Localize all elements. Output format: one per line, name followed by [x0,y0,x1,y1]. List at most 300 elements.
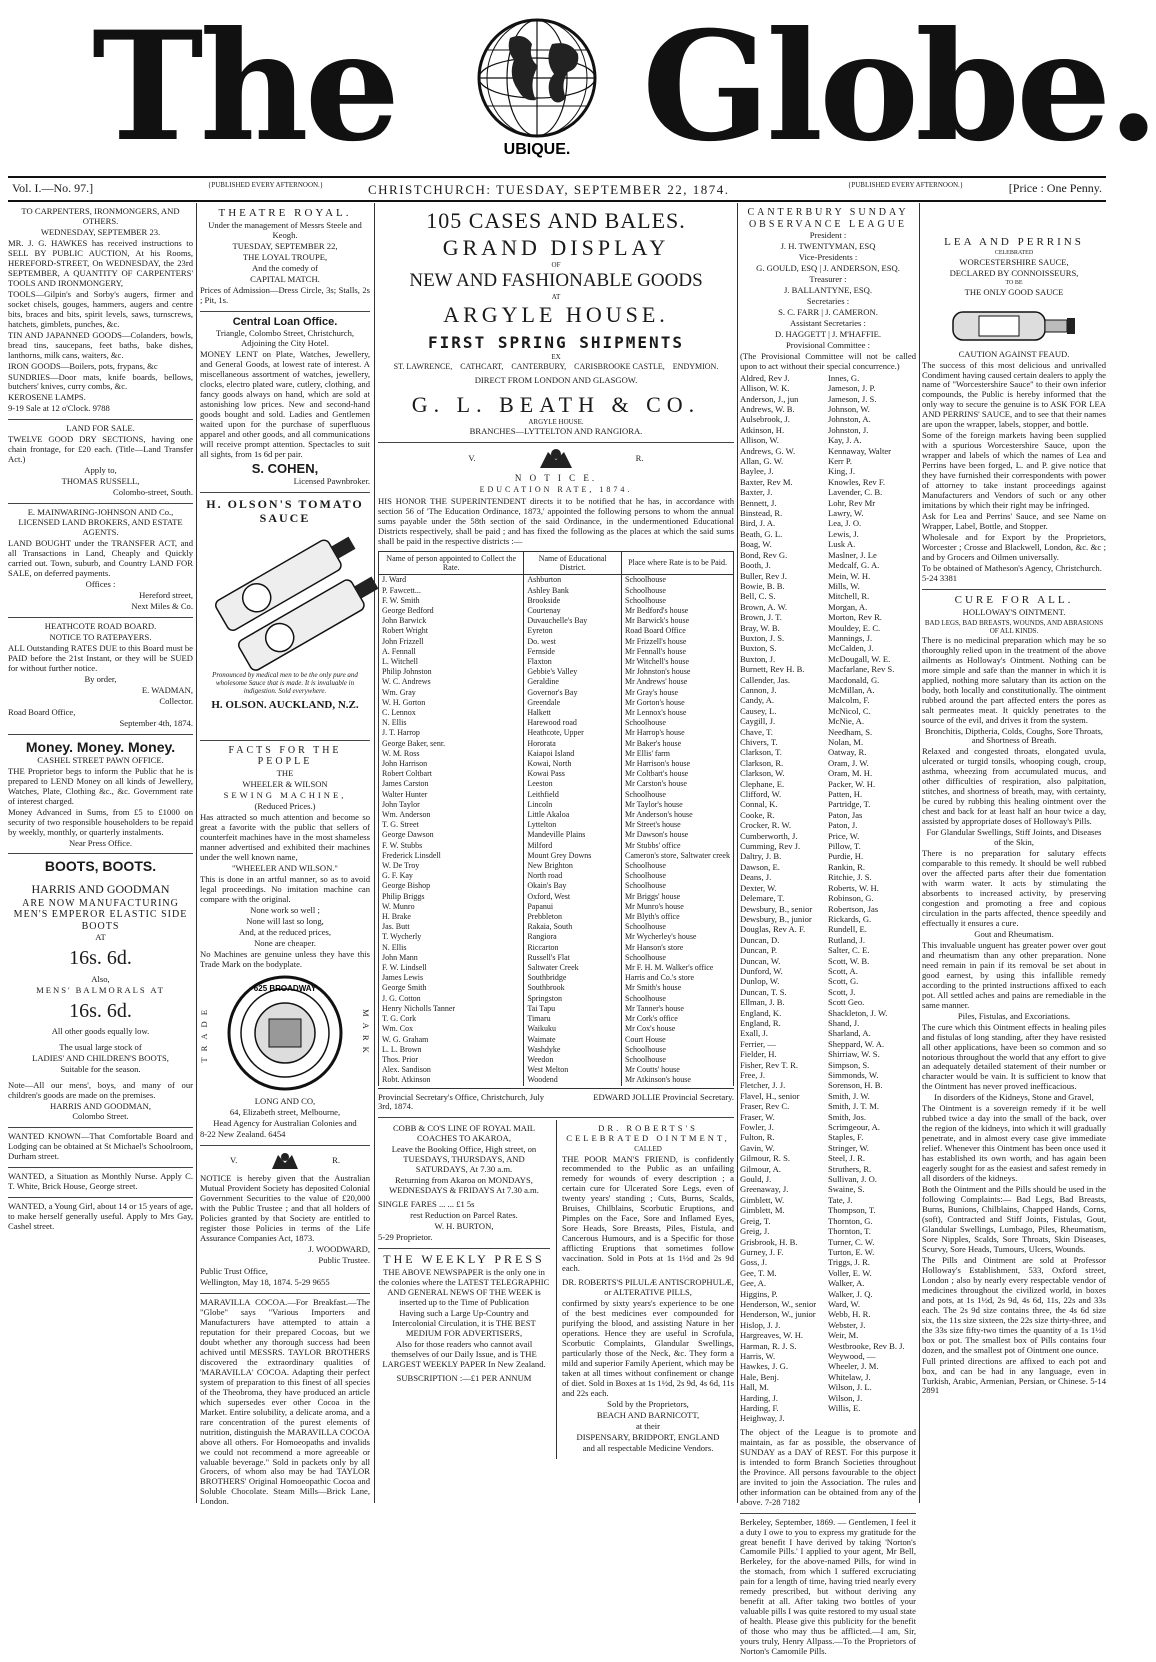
committee-member: Sharland, A. [828,1028,871,1039]
beath-name: G. L. BEATH & CO. [411,391,701,417]
trade-agent: LONG AND CO, [254,1096,316,1107]
committee-member: McCalden, J. [828,643,874,654]
argyle-house: ARGYLE HOUSE. [443,302,669,328]
committee-member: Paton, Jas [828,809,863,820]
table-cell: Fernside [524,647,622,657]
boots-ad [8,854,193,1128]
holloway-body-3: There is no preparation for salutary effects comparable to this remedy. It should be well rubbed over the affected parts after their due fomentation with warm water. It acts by stimulating the absorbents to increased activity, by preserving congestion and promoting a free and copious circulation in the parts affected, thence speedily and effectually it ensures a cure. [922,848,1106,928]
table-cell: Jas. Butt [379,922,524,932]
table-cell: Woodend [524,1075,622,1085]
committee-member: Roberts, W. H. [828,882,879,893]
theatre-date: TUESDAY, SEPTEMBER 22, [232,240,338,251]
committee-member: Fulton, R. [740,1132,775,1143]
table-row [379,575,734,586]
money-near: Near Press Office. [68,837,133,848]
table-cell: F. W. Stubbs [379,841,524,851]
lea-body: The success of this most delicious and unrivalled Condiment having caused certain dealers to apply the name of "Worcestershire Sauce" to their own inferior compounds, the Public is hereby informed that the only way to secure the genuine is to ASK FOR LEA AND PERRINS' SAUCE, and to see that their names are upon the wrapper, labels, stopper, and bottle. [922,359,1106,430]
table-cell: John Frizzell [379,637,524,647]
committee-member: Swaine, S. [828,1184,865,1195]
column-2 [199,203,371,1507]
vp-label: Vice-Presidents : [798,252,858,263]
committee-member: Dawson, E. [740,861,780,872]
sauce-bottles-icon [200,527,368,667]
table-cell: Frederick Linsdell [379,851,524,861]
camomile-body: Berkeley, September, 1869. — Gentlemen, I feel it a duty I owe to you to express my gratitude for the great benefit I have derived by taking 'Norton's Camomile Pills.' I applied to your agent, Mr Bell, Berkeley, for the above-named Pills, for wind in the stomach, from which I suffered excruciating pain for a length of time, having tried nearly every remedy prescribed, but without deriving any benefit at all. After taking two bottles of your valuable pills I was quite restored to my usual state of health. Please give this publicity for the benefit of those who may thus be afflicted.—I am, Sir, yours truly, Henry Allpass.—To the Proprietors of Norton's Camomile Pills. [740,1516,916,1657]
boots-suitable: Suitable for the season. [60,1063,141,1074]
boots-at: AT [95,932,106,943]
cases-heading: 105 CASES AND BALES. [426,208,686,233]
table-cell: L. Witchell [379,657,524,667]
roberts-firm: BEACH AND BARNICOTT, [596,1409,700,1420]
table-cell: Mr Lennox's house [622,708,734,718]
table-cell: Flaxton [524,657,622,667]
committee-member: Fowler, J. [740,1122,774,1133]
argyle-house-ad [378,203,734,443]
roberts-pills: DR. ROBERTS'S PILULÆ ANTISCROPHULÆ, or ALTERATIVE PILLS, [562,1277,734,1298]
notice-sign: J. WOODWARD, [308,1244,370,1255]
table-cell: Southbridge [524,973,622,983]
assistant-names: D. HAGGETT | J. M'HAFFIE. [775,328,881,339]
boots-stock: The usual large stock of [59,1041,142,1052]
direct-from: DIRECT FROM LONDON AND GLASGOW. [474,374,638,385]
committee-member: Partridge, T. [828,799,871,810]
committee-member: Callender, Jas. [740,674,791,685]
committee-member: Dexter, W. [740,882,777,893]
committee-member: Jameson, J. P. [828,383,876,394]
committee-member: Johnson, W. [828,404,870,414]
committee-member: Lewis, J. [828,528,859,539]
theatre-ad [200,203,370,312]
sauce-bottom: H. OLSON. AUCKLAND, N.Z. [211,699,359,711]
column-5 [922,203,1106,1503]
committee-member: Walker, J. Q. [828,1288,873,1299]
facts-reduced: (Reduced Prices.) [254,800,316,811]
table-cell: John Mann [379,953,524,963]
published-note-left: {PUBLISHED EVERY AFTERNOON.} [208,181,324,189]
committee-member: England, K. [740,1007,782,1018]
committee-member: England, R. [740,1017,781,1028]
committee-member: Clarkson, R. [740,757,784,768]
committee-member: Bond, Rev G. [740,549,788,560]
press-body-3: Also for those readers who cannot avail themselves of our Daily Issue, and is THE LARGEST WEEKLY PAPER In New Zealand. [382,1338,546,1369]
holloway-body-4: This invaluable unguent has greater power over gout and rheumatism than any other preparation. None need remain in pain if its removal be set about in good earnest, by using this infallible remedy according to the printed instructions affixed to each pot. All settled aches and pains are remediable in the same manner. [922,939,1106,1010]
secretaries-label: Secretaries : [806,296,850,306]
table-cell: Governor's Bay [524,688,622,698]
committee-member: Dewsbury, B., senior [740,903,813,914]
brokers-heading: E. MAINWARING-JOHNSON AND Co., LICENSED LAND BROKERS, AND ESTATE AGENTS. [18,507,183,538]
facts-poem: None will last so long, [246,915,324,926]
table-row [379,647,734,657]
table-cell: John Harrison [379,759,524,769]
column-rule [919,203,920,1503]
boots-sign: HARRIS AND GOODMAN, [50,1100,151,1111]
table-row [379,830,734,840]
table-cell: J. T. Harrop [379,728,524,738]
holloway-body-9: Full printed directions are affixed to each pot and box, and can be had in any language, even in Turkish, Arabic, Armenian, Persian, or Chinese. 5-14 2891 [922,1355,1106,1396]
committee-member: Smith, J. W. [828,1090,870,1101]
table-cell: Schoolhouse [622,586,734,596]
table-cell: Mr Wycherley's house [622,932,734,942]
committee-member: Kerr P. [828,456,852,467]
committee-member: Burnett, Rev H. B. [740,664,805,675]
loan-sign: S. COHEN, [251,460,319,476]
table-row [379,922,734,932]
brokers-address: Next Miles & Co. [131,600,193,611]
committee-member: Hargreaves, W. H. [740,1330,804,1341]
table-cell: T. G. Street [379,820,524,830]
committee-member: Ferrier, — [740,1038,776,1049]
committee-member: Oram, M. H. [828,768,873,779]
table-row [379,759,734,769]
price: [Price : One Penny. [1008,181,1102,195]
camomile-pills-ad [740,1514,916,1662]
committee-member: Turner, C. W. [828,1236,875,1247]
amp-notice-ad [200,1146,370,1294]
table-cell: Schoolhouse [622,871,734,881]
committee-member: Triggs, J. R. [828,1257,870,1268]
auction-tin: TIN AND JAPANNED GOODS—Colanders, bowls, bread tins, saucepans, feet baths, bake dishes, lanthorns, milk cans, waiters, &c. [8,329,193,360]
committee-member: Gurney, J. F. [740,1246,784,1257]
committee-member: Purdie, H. [828,851,864,862]
committee-member: Clarkson, W. [740,768,785,779]
trade-address: 64, Elizabeth street, Melbourne, [229,1107,341,1118]
boots-ladies: LADIES' AND CHILDREN'S BOOTS, [32,1052,169,1063]
table-cell: F. W. Lindsell [379,963,524,973]
table-cell: Harris and Co.'s store [622,973,734,983]
table-cell: Robert Wright [379,626,524,636]
auction-kerosene: KEROSENE LAMPS. [8,392,86,403]
press-subscription: SUBSCRIPTION :—£1 PER ANNUM [396,1372,532,1383]
table-cell: Duvauchelle's Bay [524,616,622,626]
committee-member: Sullivan, J. O. [828,1174,877,1185]
committee-member: McNicol, C. [828,705,871,716]
table-row [379,1065,734,1075]
holloway-body-6: The Ointment is a sovereign remedy if it be well rubbed twice a day into the small of the back, over the region of the kidneys, into which it will gradually penetrate, and in almost every case give immediate relief. Whenever this Ointment has been once used it has established its own worth, and has again been eagerly sought for as the easiest and safest remedy in all disorders of the kidneys. [922,1103,1106,1184]
auction-iron: IRON GOODS—Boilers, pots, frypans, &c [8,360,158,371]
table-cell: P. Fawcett... [379,586,524,596]
roberts-body: THE POOR MAN'S FRIEND, is confidently recommended to the Public as an unfailing remedy for wounds of every description ; a certain cure for Ulcerated Sore Legs, even of twenty years' standing ; Cuts, Burns, Scalds, Bruises, Chilblains, Scorbutic Eruptions, and Pimples on the Face, Sore and Inflamed Eyes, Sore Heads, Sore Breasts, Piles, Fistula, and Cancerous Humours, and is a Specific for those afflicting Eruptions that sometimes follow vaccination. Sold in Pots at 1s 1½d and 2s 9d each. [562,1153,734,1274]
table-row [379,708,734,718]
road-board-ad [8,618,193,735]
committee-member: Lawry, W. [828,508,864,519]
table-cell: Courtenay [524,606,622,616]
table-row [379,596,734,606]
wanted-ad [8,1168,193,1198]
facts-poem: None work so well ; [250,904,320,915]
table-cell: W. De Troy [379,861,524,871]
board-title: Collector. [159,695,193,706]
pawn-office-ad [8,735,193,855]
treasurer-name: J. BALLANTYNE, ESQ. [783,285,873,296]
holloway-piles: Piles, Fistulas, and Excoriations. [957,1010,1071,1021]
money-heading: Money. Money. Money. [25,738,176,755]
education-rate-heading: EDUCATION RATE, 1874. [479,484,633,494]
table-row [379,810,734,820]
holloway-body: There is no medicinal preparation which may be so thoroughly relied upon in the treatment of the above ailments as Holloway's Ointment. Nothing can be more simple and safe than the manner in which it is applied, nothing more salutary than its action on the body, both locally and constitutionally. The ointment rubbed around the part affected enters the pores as salt permeates meat. It quickly penetrates to the source of the evil, and drives it from the system. [922,634,1106,725]
at-label: AT [551,293,561,302]
committee-member: Macdonald, G. [828,674,880,685]
committee-member: Thompson, T. [828,1205,876,1216]
committee-member: Mannings, J. [828,632,873,643]
lea-declared: DECLARED BY CONNOISSEURS, [949,267,1079,278]
press-body: THE ABOVE NEWSPAPER is the only one in the colonies where the LATEST TELEGRAPHIC AND GENERAL NEWS OF THE WEEK is inserted up to the Time of Publication [378,1267,550,1307]
committee-member: Steel, J. R. [828,1153,866,1164]
table-row [379,1014,734,1024]
money-subheading: CASHEL STREET PAWN OFFICE. [37,754,164,765]
trade-label: TRADE [199,1004,209,1063]
table-row [379,739,734,749]
published-note-right: {PUBLISHED EVERY AFTERNOON.} [848,181,964,189]
committee-member: Hale, Benj. [740,1371,779,1382]
brokers-offices: Offices : [85,578,116,589]
committee-member: Gavin, W. [740,1142,775,1153]
table-cell: Ashley Bank [524,586,622,596]
committee-member: Price, W. [828,830,860,841]
board-date: September 4th, 1874. [119,717,193,728]
sauce-heading: H. OLSON'S TOMATO SAUCE [206,496,364,525]
table-cell: Papanui [524,902,622,912]
table-cell: Do. west [524,637,622,647]
committee-member: Fletcher, J. J. [740,1080,786,1091]
masthead-title-right: Globe. [642,0,1156,175]
holloway-sub: BAD LEGS, BAD BREASTS, WOUNDS, AND ABRASIONS OF ALL KINDS. [924,618,1104,635]
committee-member: Candy, A. [740,695,775,706]
committee-member: Westbrooke, Rev B. J. [828,1340,905,1351]
cobb-fares: SINGLE FARES ... ... £1 5s [378,1199,475,1210]
committee-member: Hall, M. [740,1382,769,1393]
roberts-vendors: and all respectable Medicine Vendors. [582,1442,714,1453]
table-row [379,851,734,861]
auction-body: MR. J. G. HAWKES has received instructions to SELL BY PUBLIC AUCTION, At his Rooms, HEREFORD-STREET, On WEDNESDAY, the 23rd SEPTEMBER, A QUANTITY OF CARPENTERS' TOOLS AND IRONMONGERY, [8,237,193,288]
committee-member: Booth, J. [740,560,771,571]
committee-member: Causey, L. [740,705,777,716]
committee-member: Morgan, A. [828,601,868,612]
committee-member: Malcolm, F. [828,695,870,706]
table-header: Place where Rate is to be Paid. [622,551,734,575]
table-cell: Prebbleton [524,912,622,922]
cobb-title: 5-29 Proprietor. [378,1232,433,1243]
table-cell: Mr Munro's house [622,902,734,912]
assistant-label: Assistant Secretaries : [790,317,866,328]
table-cell: Halkett [524,708,622,718]
committee-member: Higgins, P. [740,1288,778,1299]
committee-member: Willis, E. [828,1403,861,1413]
boots-price-2: 16s. 6d. [69,999,132,1022]
table-row [379,626,734,636]
committee-member: Greenaway, J. [740,1184,789,1195]
committee-member: Gimblett, M. [740,1205,785,1216]
table-cell: Schoolhouse [622,1055,734,1065]
lea-sauce: WORCESTERSHIRE SAUCE, [959,256,1069,267]
table-cell: N. Ellis [379,718,524,728]
table-cell: George Bishop [379,881,524,891]
committee-note: (The Provisional Committee will not be called upon to act without their special concurrence.) [740,350,916,371]
committee-member: Nolan, M. [828,737,864,747]
new-goods: NEW AND FASHIONABLE GOODS [409,270,703,292]
table-row [379,963,734,973]
sunday-league-ad [740,203,916,1514]
table-cell: Schoolhouse [622,953,734,963]
column-1 [8,203,193,1503]
table-cell: G. F. Kay [379,871,524,881]
committee-member: Shirriaw, W. S. [828,1049,880,1060]
cobb-body: Leave the Booking Office, High street, on TUESDAYS, THURSDAYS, AND SATURDAYS, At 7.30 a.m. [391,1144,537,1175]
grand-display: GRAND DISPLAY [442,234,670,260]
committee-member: Cannon, J. [740,684,777,695]
table-cell: F. W. Smith [379,596,524,606]
committee-member: Knowles, Rev F. [828,476,886,487]
table-cell: Wm. Anderson [379,810,524,820]
boots-also: Also, [91,973,110,984]
facts-poem: And, at the reduced prices, [238,926,332,937]
committee-member: Johnston, A. [828,414,871,425]
wanted-text: WANTED, a Young Girl, about 14 or 15 years of age, to make herself generally useful. Apply to Mrs Gay, Cashel street. [8,1201,193,1232]
table-row [379,586,734,596]
auction-tools: TOOLS—Gilpin's and Sorby's augers, firmer and socket chisels, gouges, hammers, augers and centre bits, braces and bits, spirit levels, saws, turnscrews, hatchets, gimblets, punches, &c. [8,288,193,329]
committee-member: Mouldey, E. C. [828,622,881,633]
cobb-return: Returning from Akaroa on MONDAYS, WEDNESDAYS & FRIDAYS At 7.30 a.m. [389,1175,539,1196]
table-cell: A. Fennall [379,647,524,657]
committee-member: Gould, J. [740,1174,772,1185]
committee-member: Wilson, J. L. [828,1382,872,1393]
vr-right: R. [332,1155,340,1166]
of-label: OF [551,261,561,270]
globe-motto: UBIQUE. [503,141,571,158]
table-cell: Eyreton [524,626,622,636]
holloway-body-8: The Pills and Ointment are sold at Professor Holloway's Establishment, 533, Oxford street, London ; also by nearly every respectable vendor of medicines throughout the civilized world, in boxes and pots, at 1s 1½d, 2s 9d, 4s 6d, 11s, 22s and 33s each. The 2s 9d size contains three, the 4s 6d size six, the 11s size sixteen, the 22s size thirty-three, and the 33s size fifty-two times the quantity of a 1s 1½d box or pot. The smallest box of Pills contains four dozen, and the smallest pot of Ointment one ounce. [922,1254,1106,1355]
committee-member: Duncan, D. [740,934,780,945]
table-cell: Rakaia, South [524,922,622,932]
committee-member: Allison, W. K. [740,383,790,394]
committee-member: Thornton, T. [828,1226,871,1237]
committee-member: Pillow, T. [828,841,861,852]
table-cell: Mr Barwick's house [622,616,734,626]
table-cell: Mr Witchell's house [622,657,734,667]
auction-sundries: SUNDRIES—Door mats, knife boards, bellows, butchers' knives, curry combs, &c. [8,371,193,392]
table-cell: George Baker, senr. [379,739,524,749]
facts-poem: None are cheaper. [254,937,316,948]
wanted-text: WANTED KNOWN—That Comfortable Board and Lodging can be obtained at St Michael's Schoolroom, Durham street. [8,1131,193,1162]
royal-arms-icon [268,1149,302,1173]
boots-heading: BOOTS, BOOTS. [44,858,157,875]
committee-member: Innes, G. [828,372,860,383]
table-cell: Mr F. H. M. Walker's office [622,963,734,973]
committee-member: Duncan, P. [740,945,777,956]
lea-caution: CAUTION AGAINST FEAUD. [958,348,1070,359]
committee-member: Struthers, R. [828,1163,872,1174]
boots-firm: HARRIS AND GOODMAN [31,881,170,896]
education-rate-notice [378,443,734,1118]
table-cell: Mr Cox's house [622,1024,734,1034]
committee-member: Harman, R. J. S. [740,1340,797,1351]
committee-member: Hawkes, J. G. [740,1361,788,1372]
table-cell: Russell's Flat [524,953,622,963]
committee-member: Allison, W. [740,435,779,446]
table-cell: Mount Grey Downs [524,851,622,861]
table-cell: Mandeville Plains [524,830,622,840]
table-cell: Heathcote, Upper [524,728,622,738]
press-heading: THE WEEKLY PRESS [383,1252,545,1267]
trade-agency: Head Agency for Australian Colonies and [213,1118,357,1129]
table-cell: H. Brake [379,912,524,922]
sewing-machine-ad [200,741,370,1146]
holloway-heading: CURE FOR ALL. [954,593,1074,606]
auction-ad [8,203,193,420]
table-cell: New Brighton [524,861,622,871]
roberts-heading: DR. ROBERTS'S CELEBRATED OINTMENT, [566,1123,730,1144]
committee-member: Chave, T. [740,726,773,737]
committee-member: King, J. [828,466,855,477]
table-cell: Schoolhouse [622,861,734,871]
table-cell: George Smith [379,983,524,993]
table-cell: Mr Dawson's house [622,830,734,840]
table-header: Name of Educational District. [524,551,622,575]
table-cell: Mr Hanson's store [622,943,734,953]
committee-member: Binstead, R. [740,508,783,519]
table-row [379,606,734,616]
committee-member: Bray, W. B. [740,622,780,633]
committee-member: Gimblett, W. [740,1194,785,1205]
committee-member: Kay, J. A. [828,435,862,446]
table-cell: N. Ellis [379,943,524,953]
column-rule [196,203,197,1503]
table-cell: Greendale [524,698,622,708]
land-name: THOMAS RUSSELL, [61,476,140,487]
vp-names: G. GOULD, ESQ | J. ANDERSON, ESQ. [756,263,900,274]
committee-member: Webster, J. [828,1319,866,1330]
committee-member: Walker, A. [828,1278,865,1289]
lea-perrins-ad [922,203,1106,590]
table-cell: Thos. Prior [379,1055,524,1065]
table-cell: John Taylor [379,800,524,810]
holloway-ointment-ad [922,590,1106,1402]
table-cell: Saltwater Creek [524,963,622,973]
president-label: President : [809,230,847,241]
committee-member: Harding, J. [740,1392,778,1403]
mark-label: MARK [361,1008,371,1059]
committee-member: Scrimgeour, A. [828,1122,880,1133]
vr-left: V. [230,1155,238,1166]
table-cell: Mr Ellis' farm [622,749,734,759]
table-cell: Timaru [524,1014,622,1024]
table-cell: Philip Johnston [379,667,524,677]
holloway-kidneys: In disorders of the Kidneys, Stone and Gravel, [934,1092,1094,1103]
committee-member: Cumming, Rev J. [740,841,801,852]
table-cell: Rangiora [524,932,622,942]
theatre-comedy: And the comedy of [251,262,319,273]
table-row [379,994,734,1004]
committee-member: Paton, J. [828,820,858,831]
table-cell: Mr Gray's house [622,688,734,698]
table-cell: W. C. Andrews [379,677,524,687]
table-row [379,1045,734,1055]
theatre-prices: Prices of Admission—Dress Circle, 3s; Stalls, 2s ; Pit, 1s. [200,284,370,305]
table-cell: Mr Carston's house [622,779,734,789]
committee-label: Provisional Committee : [785,339,871,350]
column-rule [737,203,738,1503]
committee-member: Baxter, Rev M. [740,476,793,487]
table-cell: Mr Bedford's house [622,606,734,616]
committee-member: Rutland, J. [828,934,866,945]
table-row [379,677,734,687]
lea-body-2: Some of the foreign markets having been supplied with a spurious Worcestershire Sauce, upon the wrapper and labels of which the names of Lea and Perrins have been forged, L. and P. give notice that they have furnished their correspondents with power of attorney to take instant proceedings against Manufacturers and Vendors of such or any other imitations by which their right may be infringed. [922,430,1106,511]
holloway-bronchitis: Bronchitis, Diptheria, Colds, Coughs, Sore Throats, and Shortness of Breath. [925,725,1103,746]
cobb-parcels: rest Reduction on Parcel Rates. [410,1210,518,1221]
table-cell: Kaiapoi Island [524,749,622,759]
committee-member: Medcalf, G. A. [828,560,880,571]
table-cell: Robt. Atkinson [379,1075,524,1085]
boots-body: ARE NOW MANUFACTURING MEN'S EMPEROR ELASTIC SIDE BOOTS [13,897,188,932]
